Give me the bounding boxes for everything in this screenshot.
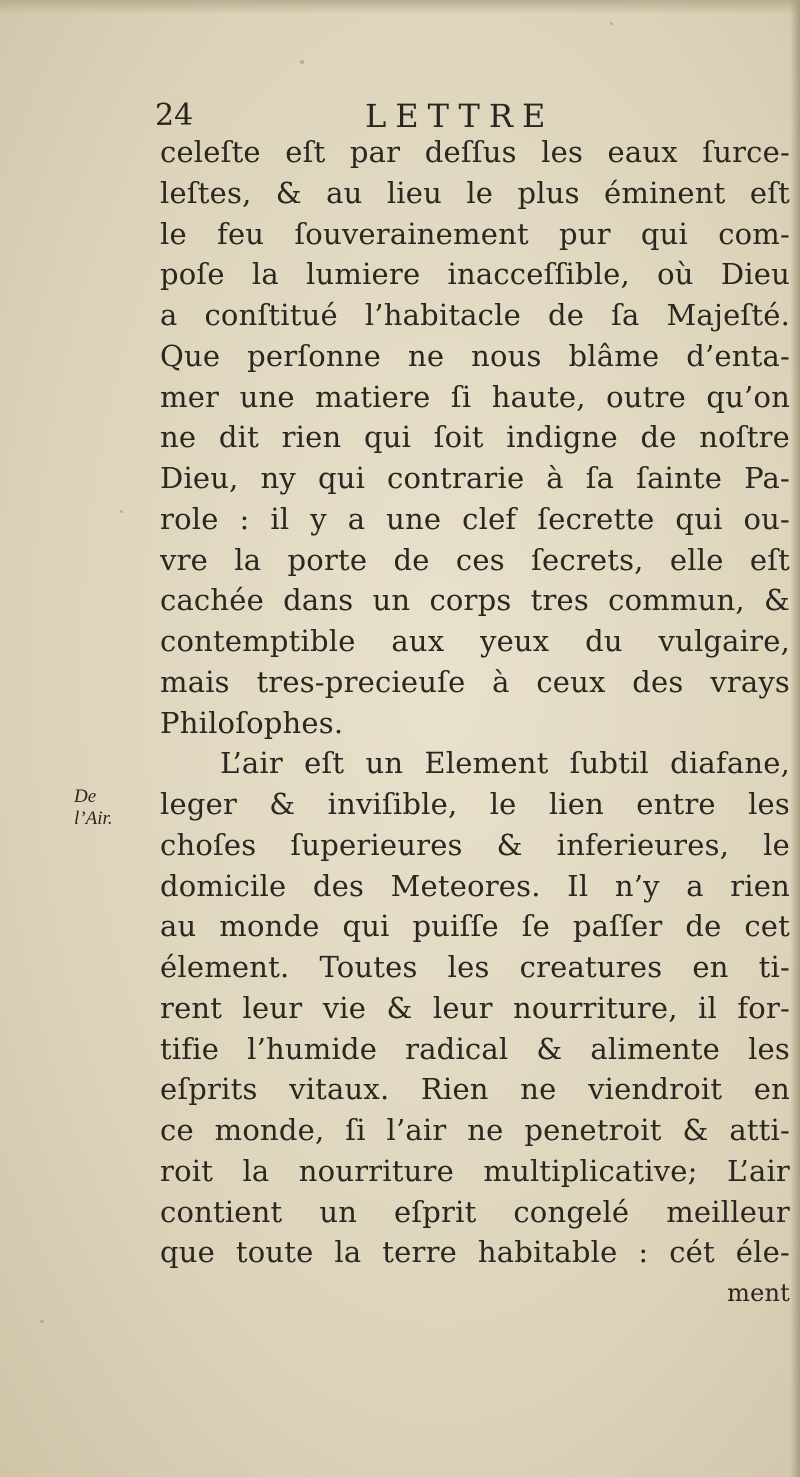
text-line: élement. Toutes les creatures en ti- xyxy=(160,950,790,984)
text-line: mais tres-precieuſe à ceux des vrays xyxy=(160,664,790,699)
paper-speck xyxy=(40,1320,44,1323)
page-number: 24 xyxy=(155,98,194,133)
text-line: rent leur vie & leur nourriture, il for- xyxy=(160,990,790,1025)
paper-speck xyxy=(300,60,304,64)
body-text xyxy=(160,132,790,1314)
text-line: Que perſonne ne nous blâme d’enta- xyxy=(160,338,790,373)
text-line: au monde qui puiſſe ſe paſſer de cet xyxy=(160,909,790,944)
text-line: leger & inviſible, le lien entre les xyxy=(160,787,790,821)
text-line: leſtes, & au lieu le plus éminent eſt xyxy=(160,175,790,210)
catchword: ment xyxy=(727,1279,790,1307)
text-line: choſes ſuperieures & inferieures, le xyxy=(160,827,790,862)
text-line: vre la porte de ces ſecrets, elle eſt xyxy=(160,542,790,577)
paper-speck xyxy=(120,510,123,513)
text-line: Dieu, ny qui contrarie à ſa ſainte Pa- xyxy=(160,461,790,495)
text-line: tifie l’humide radical & alimente les xyxy=(160,1031,790,1066)
text-line: contient un eſprit congelé meilleur xyxy=(160,1194,790,1229)
paper-speck xyxy=(610,22,613,25)
text-line: ne dit rien qui ſoit indigne de noſtre xyxy=(160,420,790,455)
marginal-note-line: l’Air. xyxy=(74,808,113,829)
marginal-note-line: De xyxy=(74,786,97,807)
page-top-edge-shadow xyxy=(0,0,800,14)
text-line: L’air eſt un Element ſubtil diafane, xyxy=(220,746,790,781)
text-line: ce monde, ſi l’air ne penetroit & atti- xyxy=(160,1113,790,1147)
text-line: contemptible aux yeux du vulgaire, xyxy=(160,624,790,658)
text-line: mer une matiere ſi haute, outre qu’on xyxy=(160,379,790,414)
text-line: a conſtitué l’habitacle de ſa Majeſté. xyxy=(160,298,790,332)
text-line: eſprits vitaux. Rien ne viendroit en xyxy=(160,1072,790,1107)
text-line: le feu ſouverainement pur qui com- xyxy=(160,216,790,251)
running-head-title: LETTRE xyxy=(365,97,555,135)
text-line: celeſte eſt par deſſus les eaux ſurce- xyxy=(160,135,790,169)
text-line: cachée dans un corps tres commun, & xyxy=(160,583,790,618)
page-right-edge-shadow xyxy=(790,0,800,1477)
running-head xyxy=(155,96,785,136)
text-line: role : il y a une clef ſecrette qui ou- xyxy=(160,501,790,536)
text-line: roit la nourriture multiplicative; L’air xyxy=(160,1153,790,1188)
text-line: domicile des Meteores. Il n’y a rien xyxy=(160,868,790,903)
text-line: Philoſophes. xyxy=(160,705,344,740)
text-line: poſe la lumiere inacceſſible, où Dieu xyxy=(160,257,790,292)
marginal-note xyxy=(74,786,154,830)
text-line: que toute la terre habitable : cét éle- xyxy=(160,1235,790,1270)
